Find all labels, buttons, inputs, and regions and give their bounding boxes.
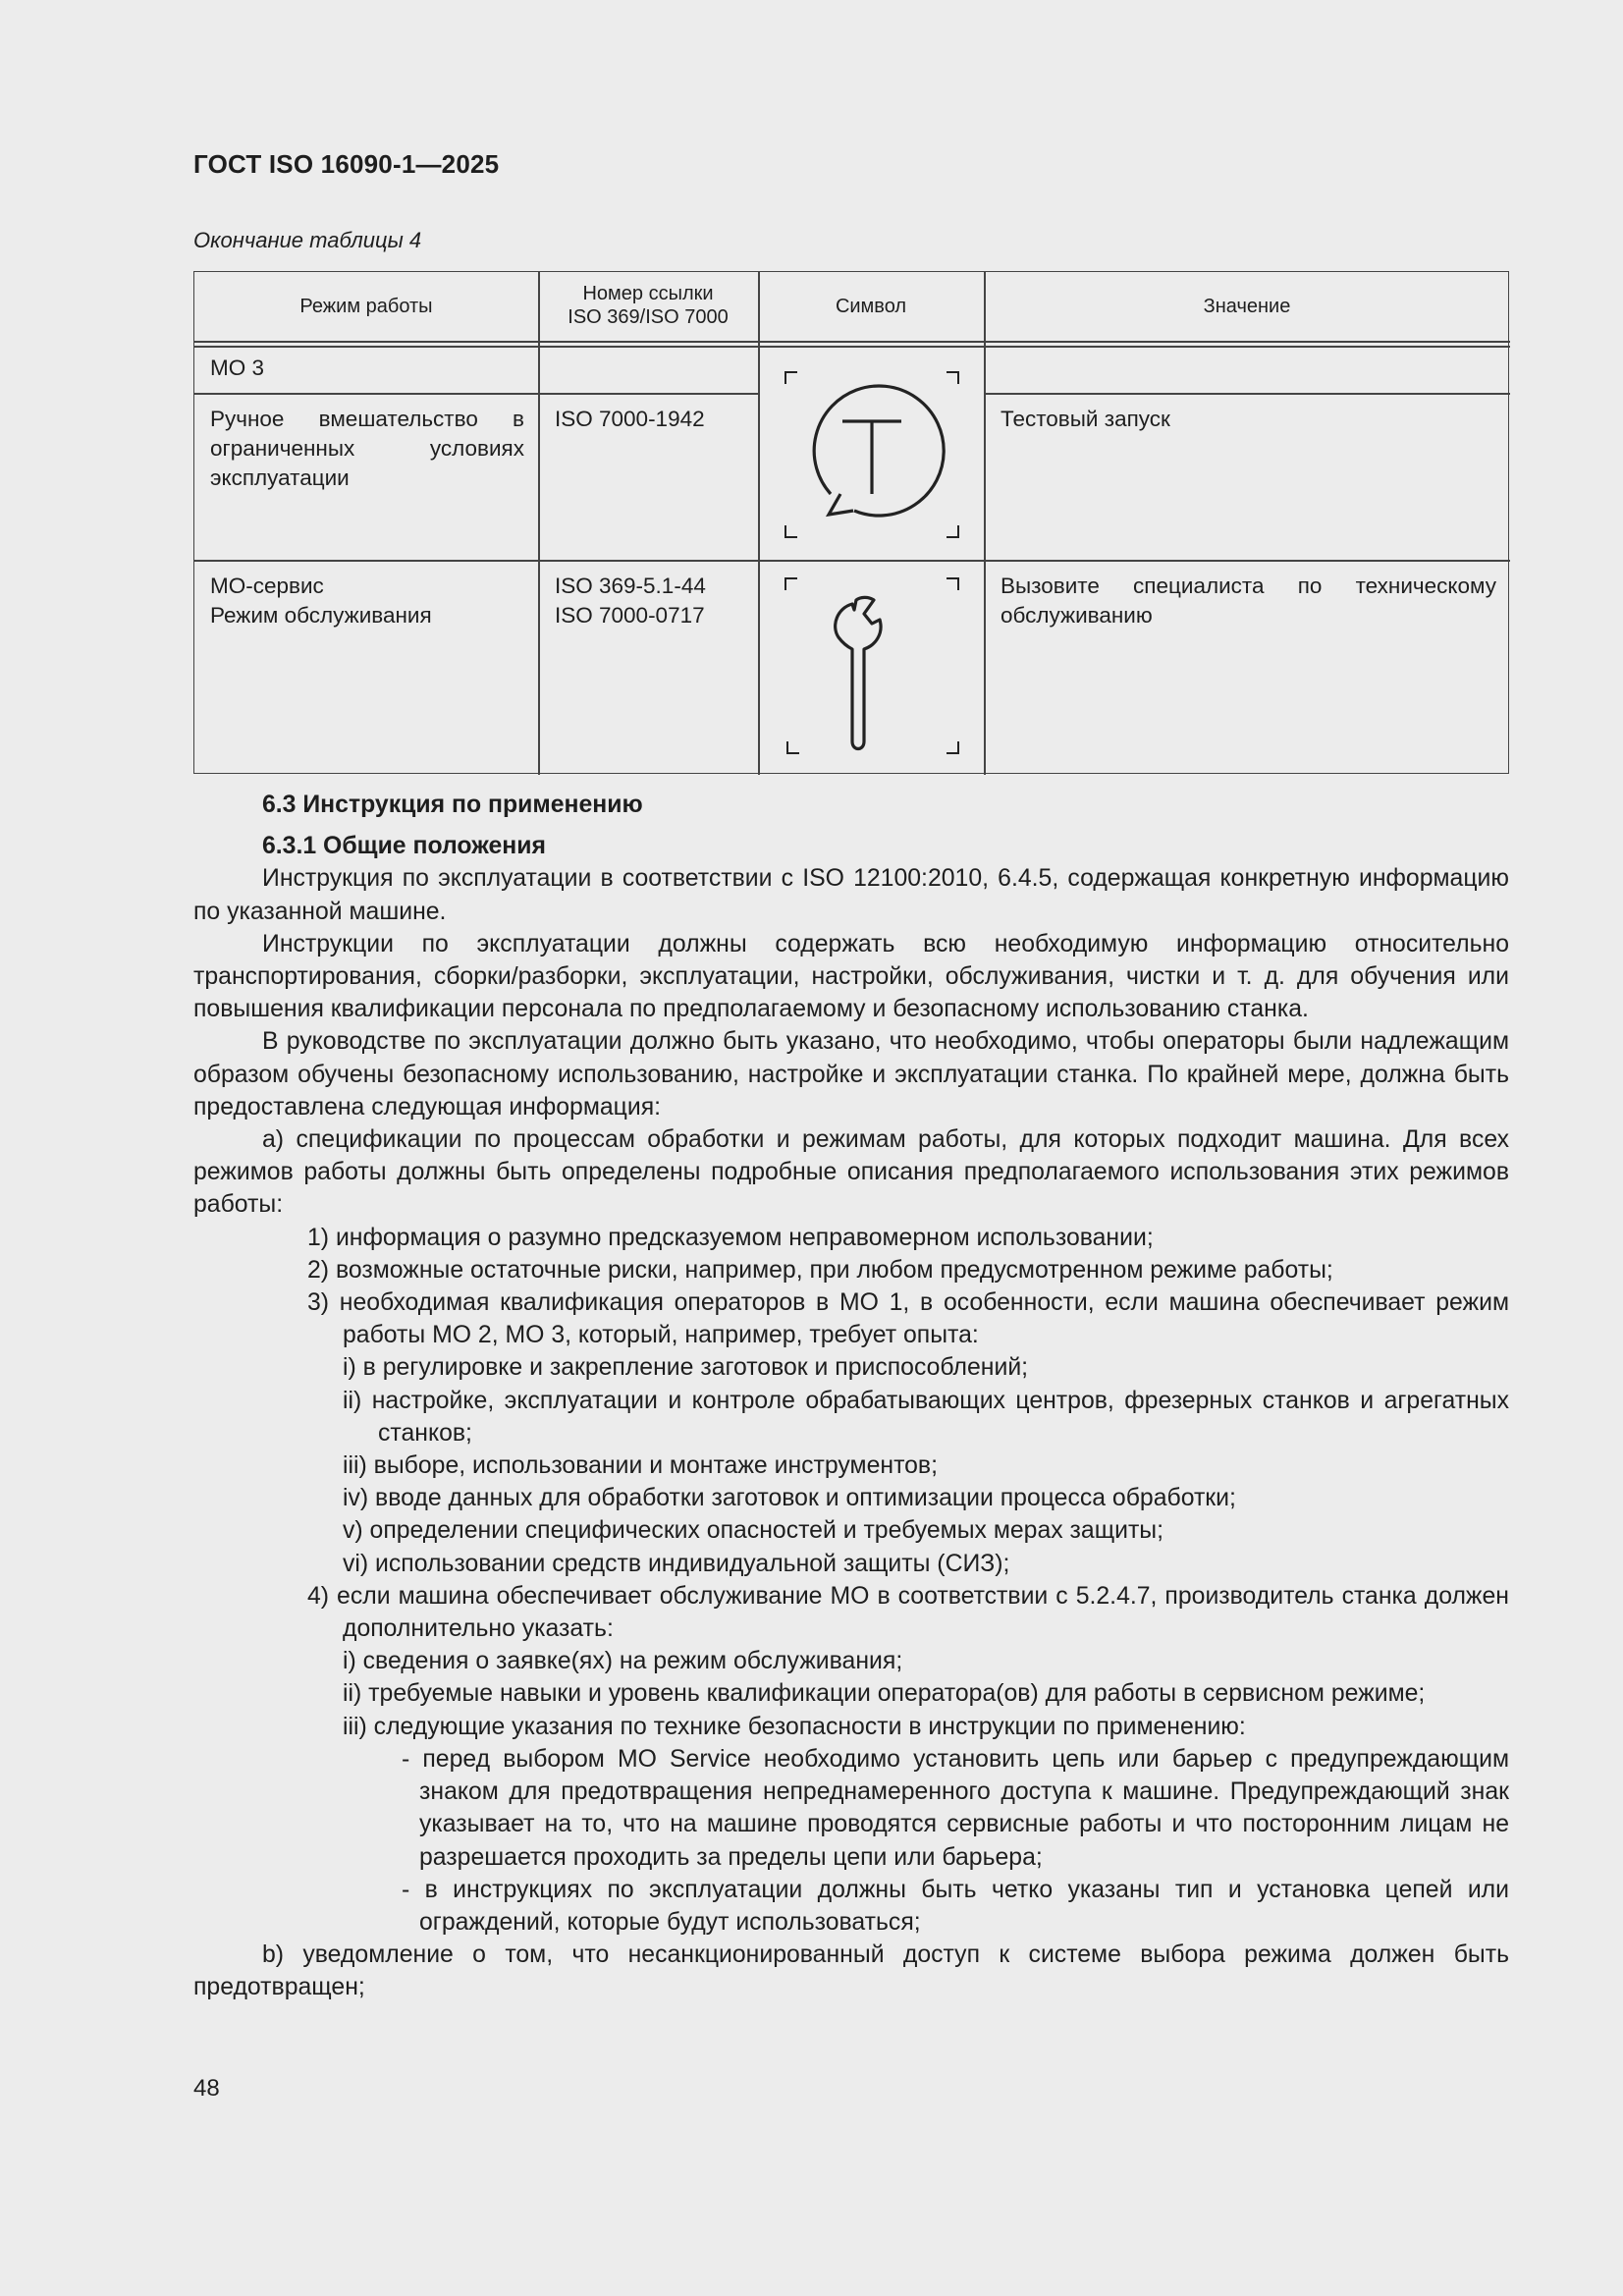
paragraph: Инструкция по эксплуатации в соответствии с ISO 12100:2010, 6.4.5, содержащая конкретную информацию по указанной машине.: [193, 865, 1509, 925]
row-2-mode-line: МО-сервис: [210, 574, 324, 598]
list-subitem: iv) вводе данных для обработки заготовок и оптимизации процесса обработки;: [343, 1485, 1236, 1512]
list-subitem: ii) требуемые навыки и уровень квалификации оператора(ов) для работы в сервисном режиме;: [343, 1680, 1426, 1708]
row-1-mode: Ручное вмешательство в ограниченных условиях эксплуатации: [210, 407, 524, 490]
list-subitem: i) сведения о заявке(ях) на режим обслуживания;: [343, 1648, 903, 1675]
table-divider: [194, 341, 1510, 343]
table-divider: [194, 346, 1510, 348]
wrench-symbol-icon: [774, 567, 970, 763]
table-divider: [538, 272, 540, 775]
list-item: 3) необходимая квалификация операторов в МО 1, в особенности, если машина обеспечивает режим работы МО 2, МО 3, который, например, требует опыта:: [307, 1289, 1509, 1349]
document-body: [193, 789, 1509, 2004]
dash-item: - перед выбором МО Service необходимо установить цепь или барьер с предупреждающим знаком для предотвращения непреднамеренного доступа к машине. Предупреждающий знак указывает на то, что на машине проводятся сервисные работы и что посторонним лицам не разрешается проходить за пределы цепи или барьера;: [402, 1745, 1509, 1871]
list-subitem: v) определении специфических опасностей и требуемых мерах защиты;: [343, 1517, 1164, 1545]
row-2-reference-line: ISO 7000-0717: [555, 603, 705, 628]
row-1-reference: ISO 7000-1942: [555, 407, 705, 431]
row-2-meaning: Вызовите специалиста по техническому обслуживанию: [1001, 574, 1496, 628]
table-divider: [194, 393, 759, 395]
row-2-reference: [555, 572, 706, 630]
table-divider: [984, 393, 1510, 395]
row-2-mode: [210, 572, 432, 630]
test-run-symbol-icon: [774, 360, 970, 549]
list-item: 1) информация о разумно предсказуемом неправомерном использовании;: [307, 1224, 1154, 1251]
list-subitem: i) в регулировке и закрепление заготовок и приспособлений;: [343, 1354, 1029, 1382]
paragraph: В руководстве по эксплуатации должно быть указано, что необходимо, чтобы операторы были надлежащим образом обучены безопасному использованию, настройке и эксплуатации станка. По крайней мере, должна быть предоставлена следующая информация:: [193, 1028, 1509, 1121]
column-header-reference: [538, 282, 758, 329]
list-item-a: а) спецификации по процессам обработки и режимам работы, для которых подходит машина. Для всех режимов работы должны быть определены подробные описания предполагаемого использования этих режимов работы:: [193, 1126, 1509, 1219]
column-header-reference-line: ISO 369/ISO 7000: [568, 306, 729, 328]
document-header-title: ГОСТ ISO 16090-1—2025: [193, 149, 500, 179]
list-item: 2) возможные остаточные риски, например, при любом предусмотренном режиме работы;: [307, 1256, 1333, 1284]
dash-item: - в инструкциях по эксплуатации должны быть четко указаны тип и установка цепей или ограждений, которые будут использоваться;: [402, 1876, 1509, 1936]
row-1-meaning: Тестовый запуск: [1001, 407, 1170, 431]
table-divider: [984, 272, 986, 775]
list-subitem: vi) использовании средств индивидуальной защиты (СИЗ);: [343, 1550, 1010, 1577]
list-subitem: ii) настройке, эксплуатации и контроле обрабатывающих центров, фрезерных станков и агрегатных станков;: [343, 1387, 1509, 1447]
table-divider: [194, 560, 1510, 562]
column-header-meaning: Значение: [1203, 296, 1291, 317]
list-subitem: iii) выборе, использовании и монтаже инструментов;: [343, 1452, 938, 1480]
table-divider: [758, 272, 760, 775]
row-2-mode-line: Режим обслуживания: [210, 603, 432, 628]
page-number: 48: [193, 2075, 220, 2102]
column-header-reference-line: Номер ссылки: [582, 283, 714, 304]
group-label: МО 3: [210, 355, 265, 380]
column-header-mode: Режим работы: [299, 296, 433, 317]
section-heading-6-3-1: 6.3.1 Общие положения: [262, 833, 546, 860]
row-2-reference-line: ISO 369-5.1-44: [555, 574, 706, 598]
section-heading-6-3: 6.3 Инструкция по применению: [262, 792, 643, 818]
list-item: 4) если машина обеспечивает обслуживание МО в соответствии с 5.2.4.7, производитель станка должен дополнительно указать:: [307, 1582, 1509, 1643]
column-header-symbol: Символ: [835, 296, 907, 317]
table-4: [193, 271, 1509, 774]
list-item-b: b) уведомление о том, что несанкционированный доступ к системе выбора режима должен быть предотвращен;: [193, 1941, 1509, 2001]
paragraph: Инструкции по эксплуатации должны содержать всю необходимую информацию относительно транспортирования, сборки/разборки, эксплуатации, настройки, обслуживания, чистки и т. д. для обучения или повышения квалификации персонала по предполагаемому и безопасному использованию станка.: [193, 930, 1509, 1023]
table-caption: Окончание таблицы 4: [193, 228, 422, 252]
list-subitem: iii) следующие указания по технике безопасности в инструкции по применению:: [343, 1713, 1246, 1740]
